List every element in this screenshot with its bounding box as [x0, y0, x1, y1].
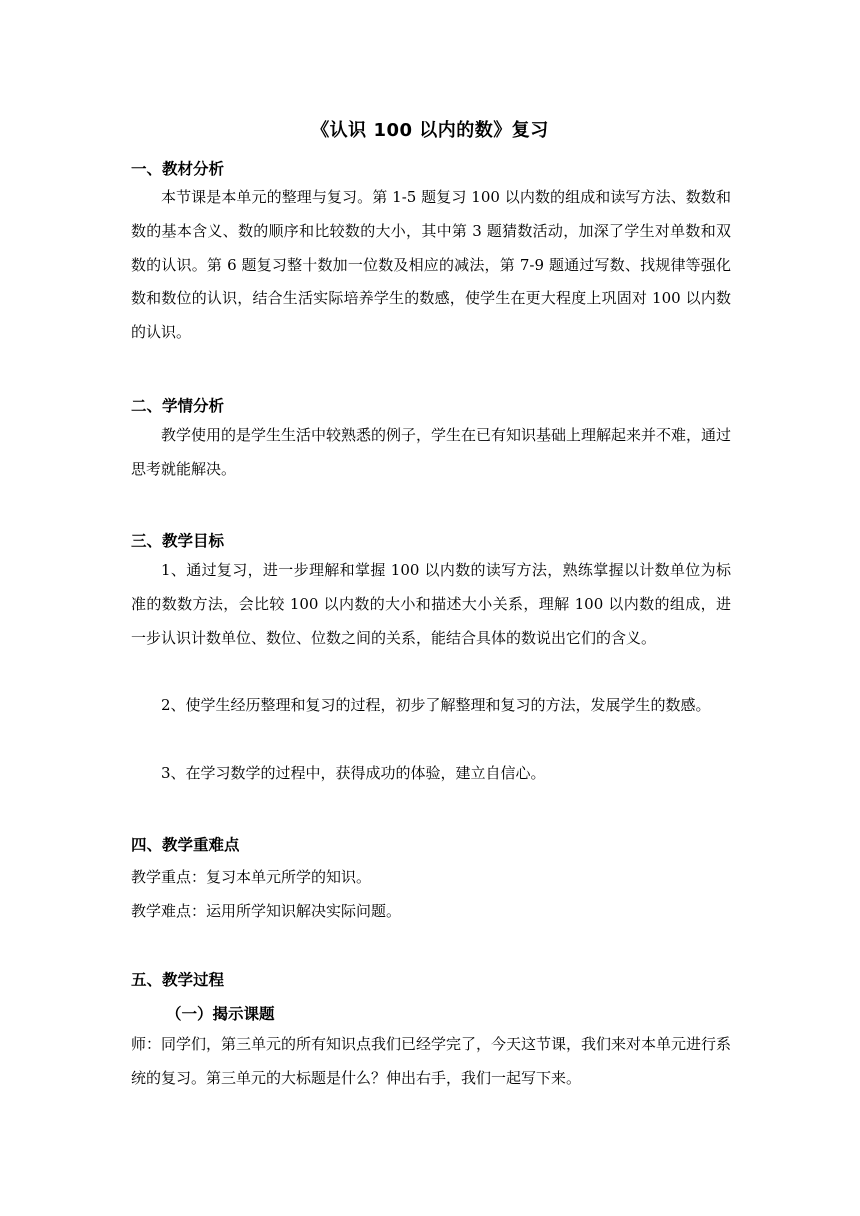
difficult-point-line: 教学难点：运用所学知识解决实际问题。: [131, 902, 402, 920]
process-paragraph: 师：同学们，第三单元的所有知识点我们已经学完了，今天这节课，我们来对本单元进行系统的复习。第三单元的大标题是什么？伸出右手，我们一起写下来。: [131, 1035, 732, 1087]
document-title: 《认识 100 以内的数》复习: [311, 120, 549, 141]
goal-paragraph-2: 2、使学生经历整理和复习的过程，初步了解整理和复习的方法，发展学生的数感。: [161, 696, 711, 714]
section-heading-students: 二、学情分析: [131, 397, 225, 415]
key-point-line: 教学重点：复习本单元所学的知识。: [131, 868, 372, 886]
subsection-heading-intro: （一）揭示课题: [166, 1005, 275, 1023]
section-heading-goals: 三、教学目标: [131, 532, 225, 550]
goal-paragraph-1: 1、通过复习，进一步理解和掌握 100 以内数的读写方法，熟练掌握以计数单位为标准的数数方法，会比较 100 以内数的大小和描述大小关系，理解 100 以内数的组成，进一步认识计数单位、数位、位数之间的关系，能结合具体的数说出它们的含义。: [131, 561, 731, 647]
section-heading-key-points: 四、教学重难点: [131, 836, 240, 854]
section-heading-materials: 一、教材分析: [131, 160, 225, 178]
goal-paragraph-3: 3、在学习数学的过程中，获得成功的体验，建立自信心。: [161, 764, 546, 782]
section-heading-process: 五、教学过程: [131, 971, 225, 989]
materials-paragraph: 本节课是本单元的整理与复习。第 1-5 题复习 100 以内数的组成和读写方法、数数和数的基本含义、数的顺序和比较数的大小，其中第 3 题猜数活动，加深了学生对单数和双数的认识。第 6 题复习整十数加一位数及相应的减法，第 7-9 题通过写数、找规律等强化数和数位的认识，结合生活实际培养学生的数感，使学生在更大程度上巩固对 100 以内数的认识。: [131, 188, 731, 342]
students-paragraph: 教学使用的是学生生活中较熟悉的例子，学生在已有知识基础上理解起来并不难，通过思考就能解决。: [131, 426, 732, 478]
